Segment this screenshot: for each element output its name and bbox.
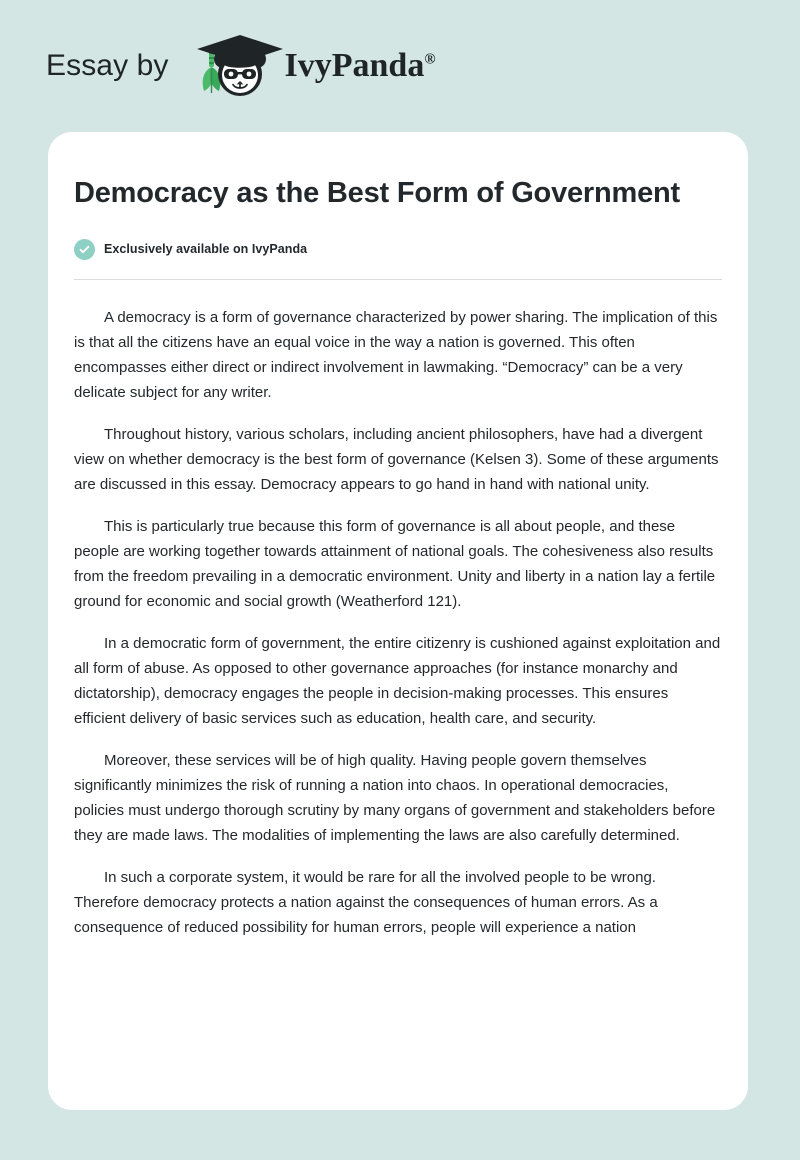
ivypanda-logo[interactable] <box>187 33 436 99</box>
essay-paragraph: Moreover, these services will be of high quality. Having people govern themselves significantly minimizes the risk of running a nation into chaos. In operational democracies, policies must undergo thorough scrutiny by many organs of government and stakeholders before they are made laws. The modalities of implementing the laws are also carefully determined. <box>74 751 716 844</box>
panda-graduate-logo-icon <box>187 33 291 99</box>
brand-header <box>0 0 800 132</box>
page-title: Democracy as the Best Form of Government <box>74 177 681 209</box>
exclusive-availability-badge <box>74 239 722 260</box>
registered-trademark-symbol: ® <box>424 51 436 68</box>
brand-wordmark <box>285 49 436 83</box>
essay-paragraph: In such a corporate system, it would be rare for all the involved people to be wrong. Therefore democracy protects a nation against the consequences of human errors. As a consequence of reduced possibility for human errors, people will experience a nation <box>74 868 658 936</box>
essay-paragraph: Throughout history, various scholars, including ancient philosophers, have had a divergent view on whether democracy is the best form of governance (Kelsen 3). Some of these arguments are discussed in this essay. Democracy appears to go hand in hand with national unity. <box>74 425 719 493</box>
essay-paragraph: A democracy is a form of governance characterized by power sharing. The implication of this is that all the citizens have an equal voice in the way a nation is governed. This often encompasses either direct or indirect involvement in lawmaking. “Democracy” can be a very delicate subject for any writer. <box>74 308 718 401</box>
essay-paragraph: This is particularly true because this form of governance is all about people, and these people are working together towards attainment of national goals. The cohesiveness also results from the freedom prevailing in a democratic environment. Unity and liberty in a nation lay a fertile ground for economic and social growth (Weatherford 121). <box>74 517 716 610</box>
essay-paragraph: In a democratic form of government, the entire citizenry is cushioned against exploitation and all form of abuse. As opposed to other governance approaches (for instance monarchy and dictatorship), democracy engages the people in decision-making processes. This ensures efficient delivery of basic services such as education, health care, and security. <box>74 634 721 727</box>
essay-body <box>74 288 722 940</box>
essay-card <box>48 132 748 1110</box>
status-badge: Exclusively available on IvyPanda <box>104 242 308 257</box>
brand-name-text: IvyPanda <box>284 47 425 84</box>
check-circle-icon <box>74 239 95 260</box>
title-divider <box>74 279 722 280</box>
essay-by-label: Essay by <box>46 49 169 82</box>
